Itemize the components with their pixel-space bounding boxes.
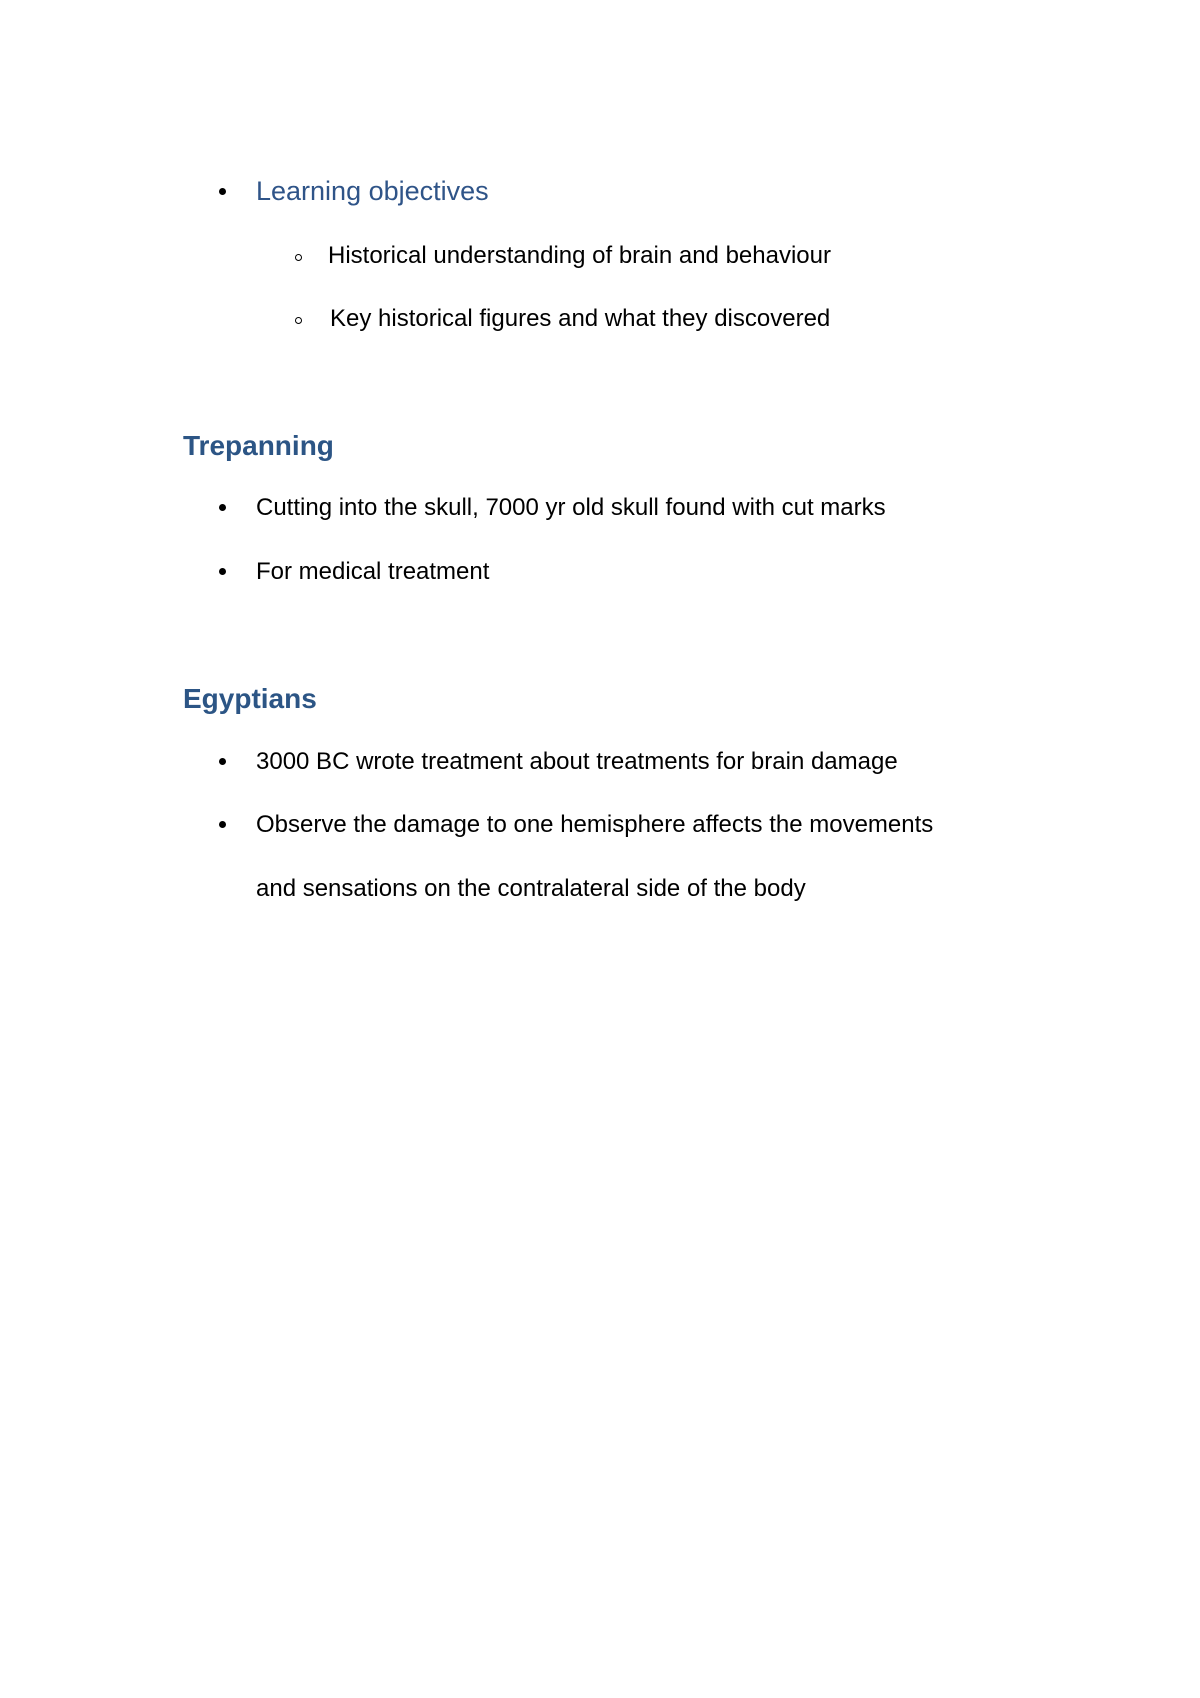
egyptians-heading: Egyptians — [183, 683, 317, 714]
egyptians-item-continuation: and sensations on the contralateral side of the body — [256, 875, 806, 902]
bullet-disc-icon — [219, 821, 226, 828]
egyptians-item: Observe the damage to one hemisphere affects the movements — [256, 811, 934, 838]
learning-objective-item: Key historical figures and what they discovered — [330, 305, 831, 332]
learning-objective-item: Historical understanding of brain and behaviour — [328, 242, 831, 269]
egyptians-item: 3000 BC wrote treatment about treatments for brain damage — [256, 748, 898, 775]
bullet-disc-icon — [219, 504, 226, 511]
bullet-disc-icon — [219, 758, 226, 765]
bullet-circle-icon — [295, 317, 302, 324]
trepanning-item: For medical treatment — [256, 558, 490, 585]
bullet-circle-icon — [295, 254, 302, 261]
bullet-disc-icon — [219, 188, 226, 195]
learning-objectives-title: Learning objectives — [256, 176, 489, 206]
bullet-disc-icon — [219, 568, 226, 575]
trepanning-item: Cutting into the skull, 7000 yr old skull found with cut marks — [256, 494, 886, 521]
trepanning-heading: Trepanning — [183, 430, 334, 461]
